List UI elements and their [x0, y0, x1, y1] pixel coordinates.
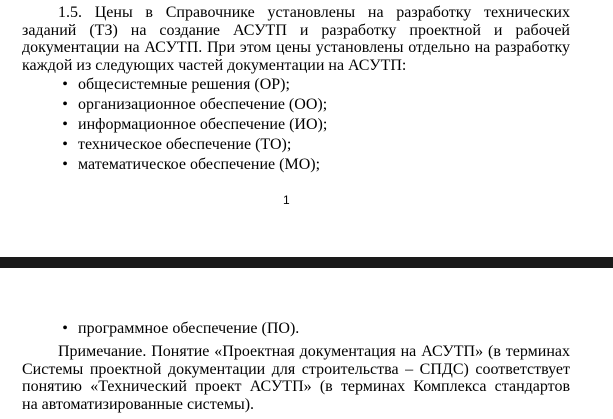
bullet-icon: •: [62, 136, 68, 153]
paragraph-line: заданий (ТЗ) на создание АСУТП и разработку проектной и рабочей: [22, 21, 570, 39]
page-separator: [0, 257, 613, 268]
note-line: Примечание. Понятие «Проектная документация на АСУТП» (в терминах: [58, 343, 570, 360]
bullet-icon: •: [62, 76, 68, 93]
list-item: [60, 75, 327, 95]
note-line: понятию «Технический проект АСУТП» (в терминах Комплекса стандартов: [22, 378, 570, 395]
list-item: [60, 155, 327, 175]
paragraph-line: 1.5. Цены в Справочнике установлены на разработку технических: [58, 4, 570, 21]
bullet-icon: •: [62, 156, 68, 173]
list-item-text: общесистемные решения (ОР);: [78, 76, 290, 93]
list-item: [60, 319, 299, 339]
bullet-icon: •: [62, 96, 68, 113]
list-item: [60, 95, 327, 115]
paragraph-1-5: [22, 4, 570, 74]
note-line: на автоматизированные системы).: [22, 395, 255, 413]
note-paragraph: [22, 343, 570, 413]
list-item-text: программное обеспечение (ПО).: [78, 320, 300, 337]
bullet-icon: •: [62, 320, 68, 337]
paragraph-line: документации на АСУТП. При этом цены установлены отдельно на разработку: [22, 39, 570, 56]
documentation-parts-list-continued: [60, 319, 299, 339]
list-item-text: математическое обеспечение (МО);: [78, 156, 321, 173]
list-item: [60, 115, 327, 135]
note-line: Системы проектной документации для строительства – СПДС) соответствует: [22, 360, 570, 378]
documentation-parts-list: [60, 75, 327, 175]
paragraph-line: каждой из следующих частей документации на АСУТП:: [22, 56, 407, 74]
list-item-text: информационное обеспечение (ИО);: [78, 116, 328, 133]
bullet-icon: •: [62, 116, 68, 133]
document-page-bottom: [0, 268, 613, 419]
list-item-text: организационное обеспечение (ОО);: [78, 96, 328, 113]
list-item: [60, 135, 327, 155]
list-item-text: техническое обеспечение (ТО);: [78, 136, 292, 153]
page-number: 1: [283, 193, 290, 207]
